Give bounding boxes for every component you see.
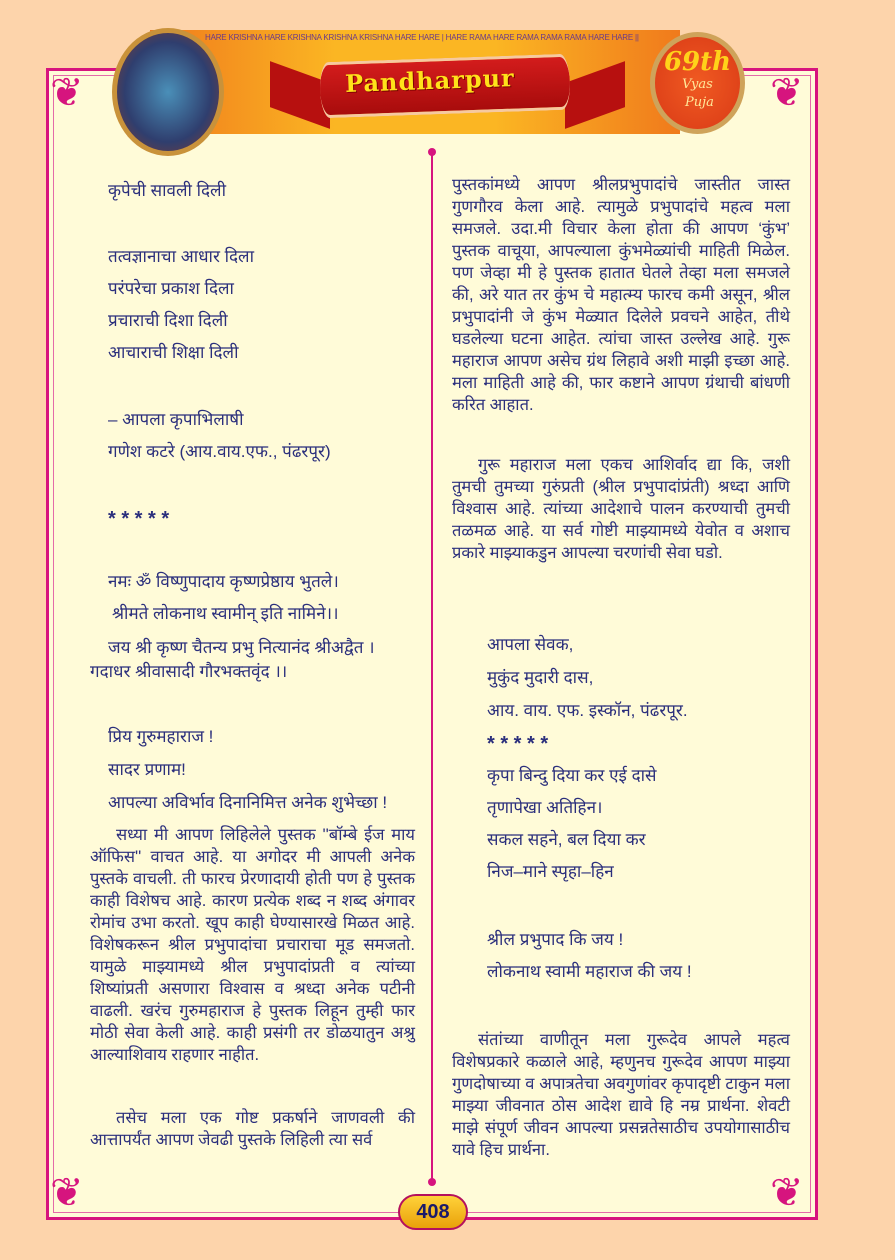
verse-line: गदाधर श्रीवासादी गौरभक्तवृंद ।। [90,662,288,681]
poem-line: सकल सहने, बल दिया कर [487,830,646,849]
poem-line: परंपरेचा प्रकाश दिला [108,279,234,298]
signoff-line: आपला सेवक, [487,635,574,654]
divider-dot [428,148,436,156]
paragraph: तसेच मला एक गोष्ट प्रकर्षाने जाणवली की आत्तापर्यंत आपण जेवढी पुस्तके लिहिली त्या सर्व [90,1109,415,1149]
signoff-line: – आपला कृपाभिलाषी [108,410,244,429]
page-number: 408 [398,1194,468,1230]
badge-line2: Puja [685,95,714,110]
paragraph: संतांच्या वाणीतून मला गुरूदेव आपले महत्व विशेषप्रकारे कळाले आहे, म्हणुनच गुरूदेव आपण माझ्या गुणदोषाच्या व अपात्रतेचा अवगुणांवर कृपादृष्टी टाकुन मला माझ्या जीवनात ठोस आदेश द्यावे हि नम्र प्रार्थना. शेवटी माझे संपूर्ण जीवन आपल्या प्रसन्नतेसाठीच उपयोगासाठीच यावे हिच प्रार्थना. [452,1031,790,1159]
stars-separator: * * * * * [487,733,549,755]
poem-line: तत्वज्ञानाचा आधार दिला [108,247,254,266]
poem-line: प्रचाराची दिशा दिली [108,311,228,330]
paragraph: गुरू महाराज मला एकच आशिर्वाद द्या कि, जशी तुमची तुमच्या गुरुंप्रती (श्रील प्रभुपादांप्रंती) श्रध्दा आणि विश्वास आहे. त्यांच्या आदेशाचे पालन करण्याची तुमची तळमळ आहे. या सर्व गोष्टी माझ्यामध्ये येवोत व अशाच प्रकारे माझ्याकडुन आपल्या चरणांची सेवा घडो. [452,456,790,562]
divider-dot [428,1178,436,1186]
corner-ornament: ❦ [770,71,804,115]
verse-line: श्रीमते लोकनाथ स्वामीन् इति नामिने।। [112,604,339,623]
corner-ornament: ❦ [50,71,84,115]
column-divider [431,152,433,1182]
poem-line: आचाराची शिक्षा दिली [108,343,239,362]
poem-line: कृपेची सावली दिली [108,181,226,200]
stars-separator: * * * * * [108,508,170,530]
mantra-text: HARE KRISHNA HARE KRISHNA KRISHNA KRISHNA HARE HARE | HARE RAMA HARE RAMA RAMA RAMA HARE HARE || [205,33,639,42]
badge-number: 69th [663,47,732,77]
signoff-line: मुकुंद मुदारी दास, [487,668,594,687]
greeting-line: सादर प्रणाम! [108,760,186,779]
jay-line: श्रील प्रभुपाद कि जय ! [487,930,624,949]
poem-line: कृपा बिन्दु दिया कर एई दासे [487,766,657,785]
badge-line1: Vyas [682,77,713,92]
corner-ornament: ❦ [770,1171,804,1215]
verse-line: जय श्री कृष्ण चैतन्य प्रभु नित्यानंद श्रीअद्वैत । [108,638,375,657]
signoff-line: गणेश कटरे (आय.वाय.एफ., पंढरपूर) [108,442,331,461]
poem-line: तृणापेखा अतिहिन। [487,798,603,817]
verse-line: नमः ॐ विष्णुपादाय कृष्णप्रेष्ठाय भुतले। [108,572,339,591]
paragraph: सध्या मी आपण लिहिलेले पुस्तक ''बॉम्बे ईज माय ऑफिस'' वाचत आहे. या अगोदर मी आपली अनेक पुस्तके वाचली. ती फारच प्रेरणादायी होती पण हे पुस्तक काही विशेषच आहे. कारण प्रत्येक शब्द न शब्द अंगावर रोमांच उभा करतो. खूप काही घेण्यासारखे मिळत आहे. विशेषकरून श्रील प्रभुपादांचा प्रचाराचा मूड समजतो. यामुळे माझ्यामध्ये श्रील प्रभुपादांप्रती व त्यांच्या शिष्यांप्रती असणारा विश्वास व श्रध्दा अनेक पटीनी वाढली. खरंच गुरुमहाराज हे पुस्तक लिहून तुम्ही फार मोठी सेवा केली आहे. काही प्रसंगी तर डोळयातुन अश्रु आल्याशिवाय राहणार नाहीत. [90,826,415,1064]
paragraph: पुस्तकांमध्ये आपण श्रीलप्रभुपादांचे जास्तीत जास्त गुणगौरव केला आहे. त्यामुळे प्रभुपादांचे महत्व मला समजले. उदा.मी विचार केला होता की आपण ‘कुंभ’ पुस्तक वाचूया, आपल्याला कुंभमेळ्यांची माहिती मिळेल. पण जेव्हा मी हे पुस्तक हातात घेतले तेव्हा मला समजले की, अरे यात तर कुंभ चे महात्म्य फारच कमी असून, श्रील प्रभुपादांनी जे कुंभ मेळ्यात दिलेले प्रवचने आहेत, तीथे घडलेल्या घटना आहेत. त्यांचा जास्त उल्लेख आहे. गुरू महाराज आपण असेच ग्रंथ लिहावे अशी माझी इच्छा आहे. मला माहिती आहे की, फार कष्टाने आपण ग्रंथाची बांधणी करित आहात. [452,176,790,414]
vyas-puja-badge [650,32,745,134]
greeting-line: आपल्या अविर्भाव दिनानिमित्त अनेक शुभेच्छा ! [108,793,388,812]
greeting-line: प्रिय गुरुमहाराज ! [108,727,214,746]
poem-line: निज–माने स्पृहा–हिन [487,862,614,881]
deity-image [112,28,224,156]
jay-line: लोकनाथ स्वामी महाराज की जय ! [487,962,692,981]
page-title: Pandharpur [344,63,516,98]
signoff-line: आय. वाय. एफ. इस्कॉन, पंढरपूर. [487,701,688,720]
corner-ornament: ❦ [50,1171,84,1215]
